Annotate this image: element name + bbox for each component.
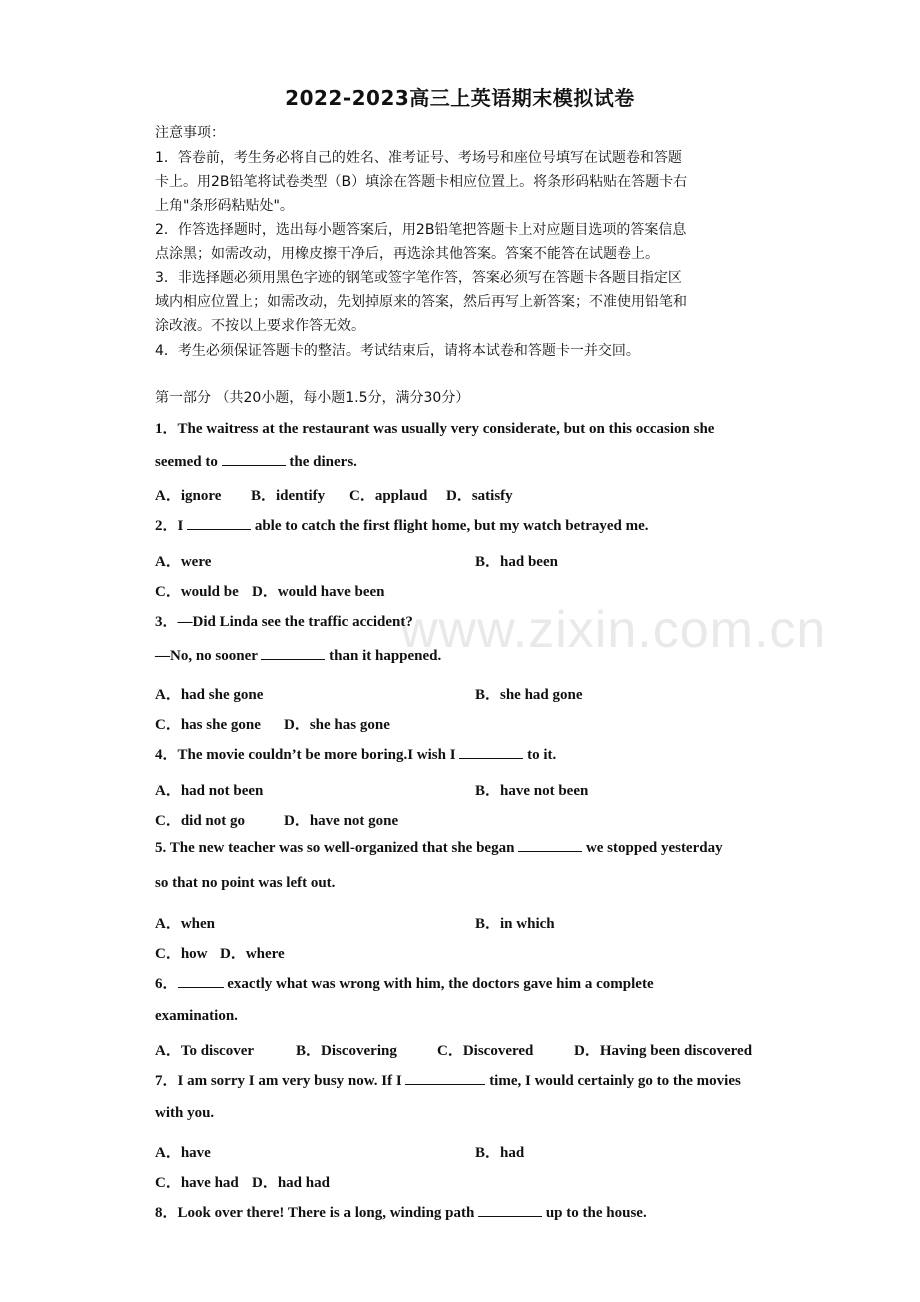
option-a: A．To discover [155, 1043, 255, 1059]
option-b: B．identify [251, 488, 326, 504]
option-d: D．have not gone [284, 813, 399, 829]
page-title: 2022-2023高三上英语期末模拟试卷 [285, 86, 635, 110]
question-5-text: 5. The new teacher was so well-organized that she began we stopped yesterday [155, 840, 723, 856]
question-5-text-cont: so that no point was left out. [155, 875, 336, 891]
answer-blank [187, 517, 251, 530]
question-7-text-cont: with you. [155, 1105, 215, 1121]
question-1-text: 1．The waitress at the restaurant was usually very considerate, but on this occasion she [155, 421, 715, 437]
option-c: C．how [155, 946, 208, 962]
option-b: B．had been [475, 554, 558, 570]
answer-blank [178, 975, 224, 988]
option-b: B．in which [475, 916, 555, 932]
answer-blank [518, 839, 582, 852]
notice-line: 域内相应位置上；如需改动，先划掉原来的答案，然后再写上新答案；不准使用铅笔和 [155, 294, 687, 310]
question-7-text: 7．I am sorry I am very busy now. If I time, I would certainly go to the movies [155, 1073, 741, 1089]
notice-line: 4．考生必须保证答题卡的整洁。考试结束后，请将本试卷和答题卡一并交回。 [155, 343, 640, 359]
question-4-text: 4．The movie couldn’t be more boring.I wish I to it. [155, 747, 557, 763]
answer-blank [261, 647, 325, 660]
notice-heading: 注意事项： [155, 125, 225, 141]
option-b: B．had [475, 1145, 525, 1161]
option-c: C．did not go [155, 813, 246, 829]
option-b: B．she had gone [475, 687, 583, 703]
section-heading: 第一部分 （共20小题，每小题1.5分，满分30分） [155, 390, 470, 406]
answer-blank [222, 453, 286, 466]
option-a: A．when [155, 916, 216, 932]
option-c: C．Discovered [437, 1043, 534, 1059]
option-c: C．have had [155, 1175, 239, 1191]
option-d: D．satisfy [446, 488, 513, 504]
watermark: www.zixin.com.cn [400, 601, 827, 659]
option-d: D．where [220, 946, 285, 962]
option-d: D．would have been [252, 584, 385, 600]
notice-line: 3．非选择题必须用黑色字迹的钢笔或签字笔作答，答案必须写在答题卡各题目指定区 [155, 270, 682, 286]
notice-line: 涂改液。不按以上要求作答无效。 [155, 318, 365, 334]
question-3-text: 3．—Did Linda see the traffic accident? [155, 614, 413, 630]
notice-line: 卡上。用2B铅笔将试卷类型（B）填涂在答题卡相应位置上。将条形码粘贴在答题卡右 [155, 174, 688, 190]
notice-line: 点涂黑；如需改动，用橡皮擦干净后，再选涂其他答案。答案不能答在试题卷上。 [155, 246, 659, 262]
option-d: D．she has gone [284, 717, 390, 733]
notice-line: 2．作答选择题时，选出每小题答案后，用2B铅笔把答题卡上对应题目选项的答案信息 [155, 222, 687, 238]
question-6-text: 6． exactly what was wrong with him, the doctors gave him a complete [155, 976, 654, 992]
answer-blank [459, 746, 523, 759]
option-d: D．had had [252, 1175, 330, 1191]
notice-line: 1．答卷前，考生务必将自己的姓名、准考证号、考场号和座位号填写在试题卷和答题 [155, 150, 682, 166]
option-b: B．Discovering [296, 1043, 397, 1059]
question-3-text-cont: —No, no sooner than it happened. [155, 648, 442, 664]
option-a: A．had she gone [155, 687, 264, 703]
option-a: A．were [155, 554, 212, 570]
option-d: D．Having been discovered [574, 1043, 753, 1059]
answer-blank [405, 1072, 485, 1085]
option-c: C．applaud [349, 488, 428, 504]
option-a: A．have [155, 1145, 211, 1161]
notice-line: 上角"条形码粘贴处"。 [155, 198, 294, 214]
answer-blank [478, 1204, 542, 1217]
question-1-text-cont: seemed to the diners. [155, 454, 357, 470]
option-a: A．had not been [155, 783, 264, 799]
question-6-text-cont: examination. [155, 1008, 238, 1024]
question-8-text: 8．Look over there! There is a long, winding path up to the house. [155, 1205, 647, 1221]
option-b: B．have not been [475, 783, 589, 799]
question-2-text: 2．I able to catch the first flight home, but my watch betrayed me. [155, 518, 649, 534]
option-a: A．ignore [155, 488, 222, 504]
option-c: C．would be [155, 584, 239, 600]
option-c: C．has she gone [155, 717, 261, 733]
